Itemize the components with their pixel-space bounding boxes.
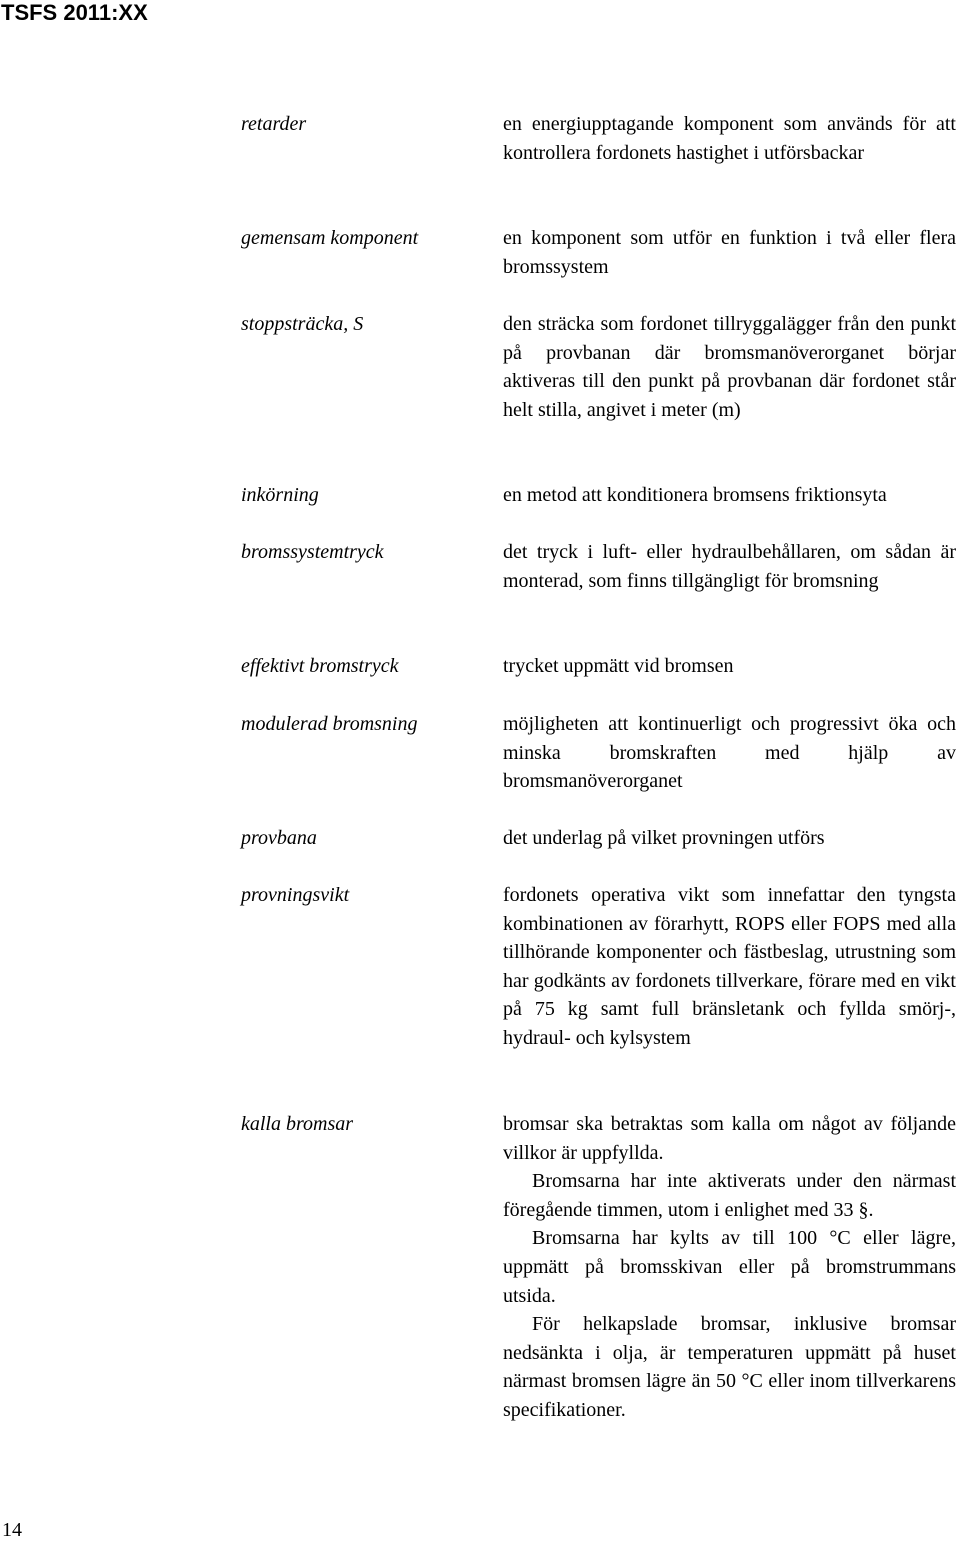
definition-retarder: [503, 110, 956, 167]
term-retarder: retarder: [241, 113, 307, 135]
definition-condition: Bromsarna har inte aktiverats under den närmast föregående timmen, utom i enlighet med 33 §.: [503, 1170, 956, 1221]
term-gemensam-komponent: gemensam komponent: [241, 227, 419, 249]
term-modulerad-bromsning: modulerad bromsning: [241, 713, 418, 735]
page-number: 14: [2, 1519, 22, 1541]
definition-text: en komponent som utför en funktion i två eller flera bromssystem: [503, 227, 956, 278]
term-stoppstracka: stoppsträcka, S: [241, 313, 364, 335]
term-inkorning: inkörning: [241, 484, 319, 506]
definition-text: möjligheten att kontinuerligt och progressivt öka och minska bromskraften med hjälp av bromsmanöverorganet: [503, 713, 956, 793]
definition-text: en energiupptagande komponent som används för att kontrollera fordonets hastighet i utförsbackar: [503, 113, 956, 164]
term-bromssystemtryck: bromssystemtryck: [241, 541, 384, 563]
definition-provbana: [503, 824, 956, 853]
definition-kalla-bromsar: [503, 1110, 956, 1425]
definition-text: det underlag på vilket provningen utförs: [503, 827, 825, 849]
term-provbana: provbana: [241, 827, 317, 849]
term-provningsvikt: provningsvikt: [241, 884, 350, 906]
definition-condition: För helkapslade bromsar, inklusive bromsar nedsänkta i olja, är temperaturen uppmätt på huset närmast bromsen lägre än 50 °C eller inom tillverkarens specifikationer.: [503, 1313, 956, 1421]
definition-condition: Bromsarna har kylts av till 100 °C eller lägre, uppmätt på bromsskivan eller på bromstrummans utsida.: [503, 1227, 956, 1307]
definition-text: trycket uppmätt vid bromsen: [503, 655, 734, 677]
definition-inkorning: [503, 481, 956, 510]
definition-text: fordonets operativa vikt som innefattar den tyngsta kombinationen av förarhytt, ROPS eller FOPS med alla tillhörande komponenter och fästbeslag, utrustning som har godkänts av fordonets tillverkare, förare med en vikt på 75 kg samt full bränsletank och fyllda smörj-, hydraul- och kylsystem: [503, 884, 956, 1049]
definition-provningsvikt: [503, 881, 956, 1053]
definition-text: bromsar ska betraktas som kalla om något av följande villkor är uppfyllda.: [503, 1113, 956, 1164]
definition-stoppstracka: [503, 310, 956, 424]
definition-text: den sträcka som fordonet tillryggalägger från den punkt på provbanan där bromsmanöverorganet börjar aktiveras till den punkt på provbanan där fordonet står helt stilla, angivet i meter (m): [503, 313, 956, 421]
definition-text: en metod att konditionera bromsens friktionsyta: [503, 484, 887, 506]
definition-text: det tryck i luft- eller hydraulbehållaren, om sådan är monterad, som finns tillgängligt för bromsning: [503, 541, 956, 592]
document-header: TSFS 2011:XX: [1, 0, 148, 25]
term-kalla-bromsar: kalla bromsar: [241, 1113, 354, 1135]
definition-gemensam-komponent: [503, 224, 956, 281]
definition-effektivt-bromstryck: [503, 652, 956, 681]
term-effektivt-bromstryck: effektivt bromstryck: [241, 655, 399, 677]
definition-bromssystemtryck: [503, 538, 956, 595]
definition-modulerad-bromsning: [503, 710, 956, 796]
